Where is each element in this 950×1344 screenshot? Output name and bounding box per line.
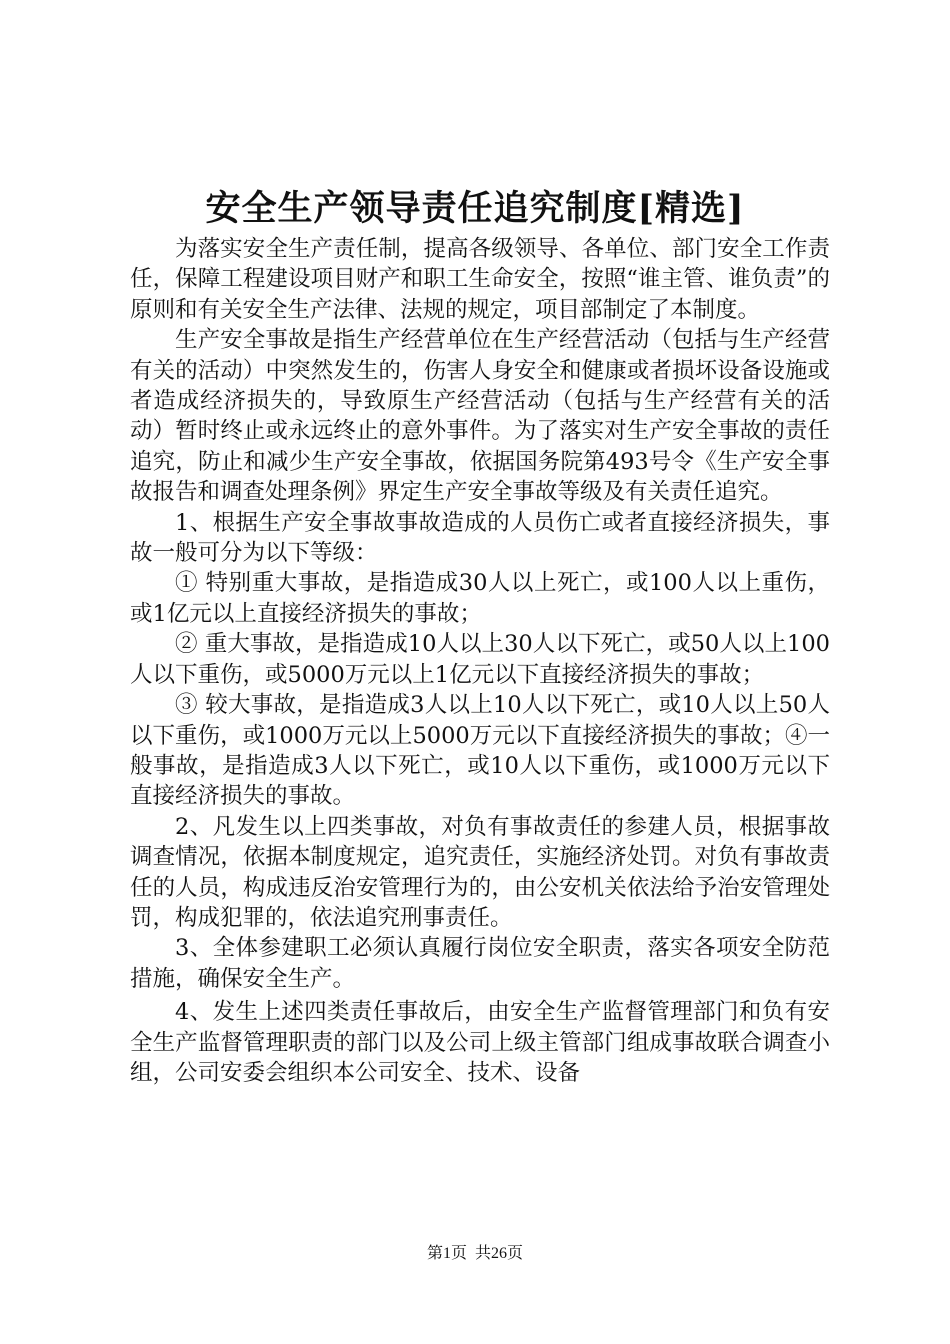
document-body — [130, 234, 830, 1088]
page-footer — [0, 1243, 950, 1265]
paragraph-definition: 生产安全事故是指生产经营单位在生产经营活动（包括与生产经营有关的活动）中突然发生的，伤害人身安全和健康或者损坏设备设施或者造成经济损失的，导致原生产经营活动（包括与生产经营有关的活动）暂时终止或永远终止的意外事件。为了落实对生产安全事故的责任追究，防止和减少生产安全事故，依据国务院第493号令《生产安全事故报告和调查处理条例》界定生产安全事故等级及有关责任追究。 — [130, 327, 830, 506]
paragraph-clause-1: 1、根据生产安全事故事故造成的人员伤亡或者直接经济损失，事故一般可分为以下等级： — [130, 509, 830, 567]
paragraph-clause-4: 4、发生上述四类责任事故后，由安全生产监督管理部门和负有安全生产监督管理职责的部门以及公司上级主管部门组成事故联合调查小组，公司安委会组织本公司安全、技术、设备 — [130, 999, 830, 1086]
paragraph-level-3-4: ③ 较大事故，是指造成3人以上10人以下死亡，或10人以上50人以下重伤，或1000万元以上5000万元以下直接经济损失的事故；④一般事故，是指造成3人以下死亡，或10人以下重伤，或1000万元以下直接经济损失的事故。 — [130, 692, 830, 810]
document-title: 安全生产领导责任追究制度[精选] — [205, 188, 745, 229]
page-total: 共26页 — [475, 1245, 524, 1262]
paragraph-clause-3: 3、全体参建职工必须认真履行岗位安全职责，落实各项安全防范措施，确保安全生产。 — [130, 935, 830, 992]
paragraph-clause-2: 2、凡发生以上四类事故，对负有事故责任的参建人员，根据事故调查情况，依据本制度规定，追究责任，实施经济处罚。对负有事故责任的人员，构成违反治安管理行为的，由公安机关依法给予治安管理处罚，构成犯罪的，依法追究刑事责任。 — [130, 813, 830, 931]
page-number: 第1页 — [426, 1245, 467, 1262]
paragraph-level-1: ① 特别重大事故，是指造成30人以上死亡，或100人以上重伤，或1亿元以上直接经济损失的事故； — [130, 570, 830, 627]
paragraph-level-2: ② 重大事故，是指造成10人以上30人以下死亡，或50人以上100人以下重伤，或5000万元以上1亿元以下直接经济损失的事故； — [130, 631, 830, 688]
paragraph-intro: 为落实安全生产责任制，提高各级领导、各单位、部门安全工作责任，保障工程建设项目财产和职工生命安全，按照“谁主管、谁负责”的原则和有关安全生产法律、法规的规定，项目部制定了本制度。 — [130, 236, 830, 323]
